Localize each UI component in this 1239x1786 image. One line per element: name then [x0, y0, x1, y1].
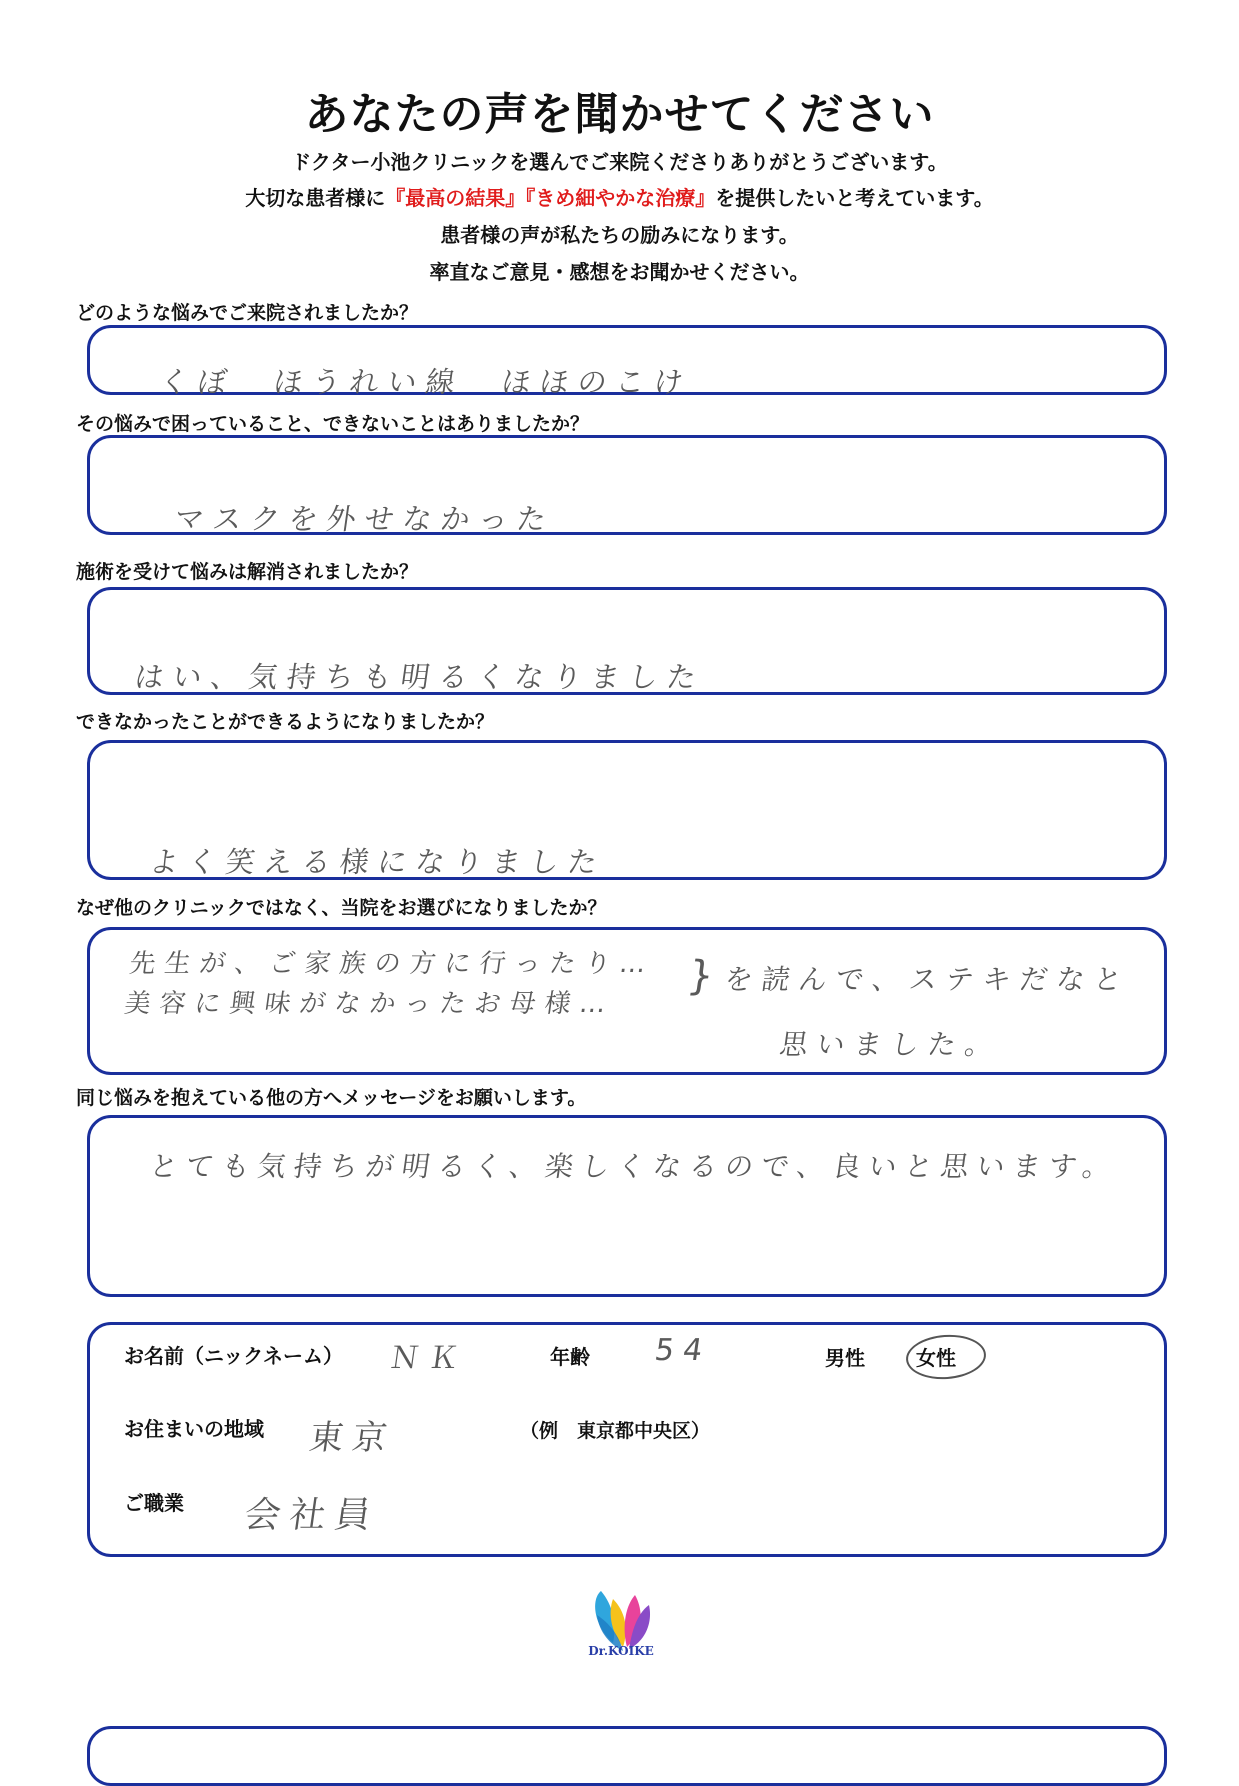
region-example: （例 東京都中央区） [520, 1420, 711, 1442]
answer-6-text: とても気持ちが明るく、楽しくなるので、良いと思います。 [147, 1150, 1121, 1183]
male-label: 男性 [825, 1346, 865, 1370]
job-label: ご職業 [124, 1491, 184, 1515]
question-6-label: 同じ悩みを抱えている他の方へメッセージをお願いします。 [76, 1087, 587, 1109]
job-value: 会社員 [241, 1495, 383, 1536]
intro-line-2-post: を提供したいと考えています。 [715, 186, 994, 210]
question-2-label: その悩みで困っていること、できないことはありましたか？ [76, 413, 590, 435]
name-value: ＮＫ [387, 1341, 470, 1376]
intro-line-2-highlight: 『最高の結果』『きめ細やかな治療』 [385, 186, 716, 210]
answer-2-text: マスクを外せなかった [172, 502, 558, 536]
answer-5-line-4: 思いました。 [777, 1028, 1005, 1061]
question-5-label: なぜ他のクリニックではなく、当院をお選びになりましたか？ [76, 897, 607, 919]
question-4-label: できなかったことができるようになりましたか？ [76, 711, 495, 733]
intro-line-2 [0, 182, 1239, 211]
answer-5-line-3: を読んで、ステキだなと [722, 963, 1133, 996]
answer-5-brace: } [684, 953, 717, 999]
answer-5-line-2: 美容に興味がなかったお母様… [122, 989, 617, 1019]
intro-line-2-pre: 大切な患者様に [245, 186, 386, 210]
region-value: 東京 [306, 1418, 399, 1458]
female-label: 女性 [916, 1346, 956, 1370]
answer-box-6 [87, 1115, 1167, 1297]
age-label: 年齢 [550, 1345, 590, 1369]
answer-1-text: くぼ ほうれい線 ほほのこけ [157, 365, 695, 399]
next-page-box-edge [87, 1726, 1167, 1786]
name-label: お名前（ニックネーム） [124, 1344, 343, 1368]
page-title: あなたの声を聞かせてください [304, 89, 935, 140]
answer-4-text: よく笑える様になりました [147, 845, 609, 879]
intro-line-4: 率直なご意見・感想をお聞かせください。 [429, 260, 810, 284]
question-1-label: どのような悩みでご来院されましたか？ [76, 302, 419, 324]
intro-line-1: ドクター小池クリニックを選んでご来院くださりありがとうございます。 [291, 150, 948, 174]
intro-line-3: 患者様の声が私たちの励みになります。 [440, 223, 799, 247]
answer-5-line-1: 先生が、ご家族の方に行ったり… [127, 949, 657, 979]
question-3-label: 施術を受けて悩みは解消されましたか？ [76, 561, 419, 583]
age-value: 54 [652, 1333, 714, 1368]
answer-3-text: はい、気持ちも明るくなりました [132, 660, 708, 694]
region-label: お住まいの地域 [124, 1417, 264, 1441]
clinic-logo-text: Dr.KOIKE [588, 1644, 654, 1658]
